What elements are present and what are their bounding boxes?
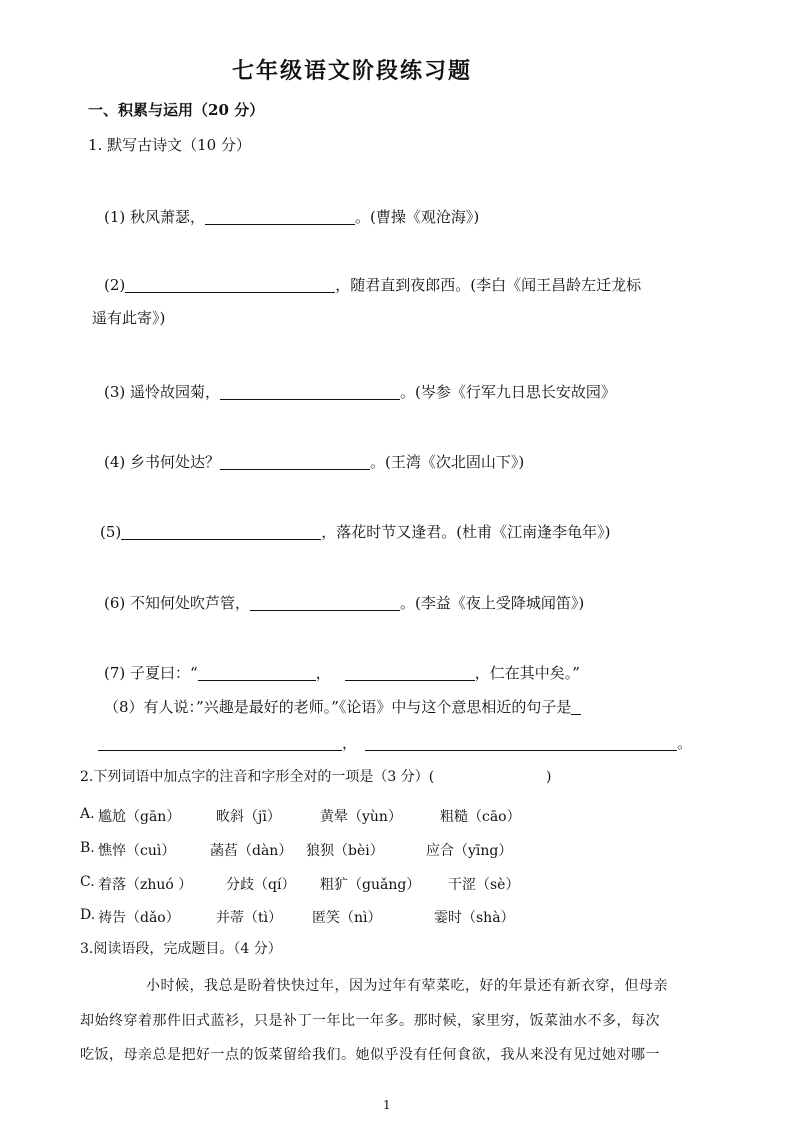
reading-paragraph-line: 小时候，我总是盼着快快过年，因为过年有荤菜吃，好的年景还有新衣穿，但母亲 <box>146 978 668 994</box>
option-word: 粗糙（cāo） <box>440 809 521 825</box>
q1-item-4 <box>104 455 524 470</box>
answer-blank[interactable] <box>98 736 342 751</box>
answer-blank[interactable] <box>121 525 321 540</box>
q1-item-8-pre: （8）有人说：”兴趣是最好的老师。”《论语》中与这个意思相近的句子是 <box>104 698 572 716</box>
q1-item-7-pre: (7) 子夏曰：“ <box>104 664 198 682</box>
answer-blank[interactable] <box>365 736 677 751</box>
option-d[interactable] <box>80 907 600 925</box>
option-word: 尴尬（gān） <box>98 809 181 825</box>
q1-item-8-mid: ， <box>342 734 358 752</box>
answer-blank[interactable] <box>205 210 355 225</box>
q1-item-7-post: ，仁在其中矣。” <box>474 664 580 682</box>
q1-item-7 <box>104 666 580 681</box>
question-2-answer-paren: ) <box>546 769 552 785</box>
option-word: 祷告（dǎo） <box>98 910 180 926</box>
q1-item-6 <box>104 596 584 611</box>
page-number: 1 <box>383 1098 391 1112</box>
q1-item-8-post: 。 <box>677 734 693 752</box>
q1-item-1-post: 。(曹操《观沧海》) <box>355 208 480 226</box>
answer-blank[interactable] <box>220 385 400 400</box>
answer-blank[interactable] <box>125 278 335 293</box>
option-letter: B. <box>80 840 95 856</box>
option-c[interactable] <box>80 874 600 892</box>
option-a[interactable] <box>80 806 600 824</box>
question-3-heading: 3.阅读语段，完成题目。（4 分） <box>80 941 282 957</box>
q1-item-5-post: ，落花时节又逢君。(杜甫《江南逢李龟年》) <box>321 523 611 541</box>
option-word: 畋斜（jī） <box>216 809 281 825</box>
q1-item-3-pre: (3) 遥怜故园菊， <box>104 383 221 401</box>
q1-item-4-pre: (4) 乡书何处达？ <box>104 453 221 471</box>
q1-item-3 <box>104 385 616 400</box>
q1-item-8-answer-line <box>98 736 692 751</box>
page-title: 七年级语文阶段练习题 <box>232 58 473 84</box>
option-word: 并蒂（tì） <box>216 910 283 926</box>
option-letter: D. <box>80 907 96 923</box>
q1-item-2-continued: 遥有此寄》) <box>92 309 166 327</box>
option-word: 应合（yīng） <box>426 843 513 859</box>
option-word: 匿笑（nì） <box>312 910 382 926</box>
option-letter: C. <box>80 874 95 890</box>
q1-item-3-post: 。(岑参《行军九日思长安故园》 <box>400 383 616 401</box>
option-letter: A. <box>80 806 95 822</box>
question-1-heading: 1. 默写古诗文（10 分） <box>88 136 251 154</box>
option-word: 菡萏（dàn） <box>210 843 293 859</box>
q1-item-7-mid: ， <box>315 664 331 682</box>
option-word: 狼狈（bèi） <box>306 843 384 859</box>
q1-item-1-pre: (1) 秋风萧瑟， <box>104 208 206 226</box>
option-word: 黄晕（yùn） <box>320 809 402 825</box>
q1-item-2-post: ，随君直到夜郎西。(李白《闻王昌龄左迁龙标 <box>335 276 642 294</box>
question-2-text: 2.下列词语中加点字的注音和字形全对的一项是（3 分）( <box>80 769 435 785</box>
q1-item-2 <box>104 278 641 293</box>
question-2-heading <box>80 770 434 784</box>
reading-paragraph-line: 却始终穿着那件旧式蓝衫，只是补丁一年比一年多。那时候，家里穷，饭菜油水不多，每次 <box>80 1013 660 1029</box>
option-word: 分歧（qí） <box>226 877 296 893</box>
option-word: 憔悴（cuì） <box>98 843 176 859</box>
answer-blank[interactable] <box>345 666 475 681</box>
answer-blank[interactable] <box>250 596 400 611</box>
q1-item-4-post: 。(王湾《次北固山下》) <box>370 453 525 471</box>
option-word: 干涩（sè） <box>448 877 520 893</box>
reading-paragraph-line: 吃饭，母亲总是把好一点的饭菜留给我们。她似乎没有任何食欲，我从来没有见过她对哪一 <box>80 1047 660 1063</box>
q1-item-5 <box>100 525 610 540</box>
answer-blank[interactable] <box>571 700 581 715</box>
section-heading: 一、积累与运用（20 分） <box>88 101 265 119</box>
q1-item-1 <box>104 210 479 225</box>
q1-item-6-pre: (6) 不知何处吹芦管， <box>104 594 251 612</box>
answer-blank[interactable] <box>198 666 316 681</box>
q1-item-8 <box>104 700 581 715</box>
option-b[interactable] <box>80 840 600 858</box>
answer-blank[interactable] <box>220 455 370 470</box>
option-word: 着落（zhuó ） <box>98 877 193 893</box>
q1-item-2-pre: (2) <box>104 276 126 294</box>
q1-item-6-post: 。(李益《夜上受降城闻笛》) <box>400 594 585 612</box>
option-word: 霎时（shà） <box>434 910 515 926</box>
option-word: 粗犷（guǎng） <box>320 877 421 893</box>
q1-item-5-pre: (5) <box>100 523 122 541</box>
